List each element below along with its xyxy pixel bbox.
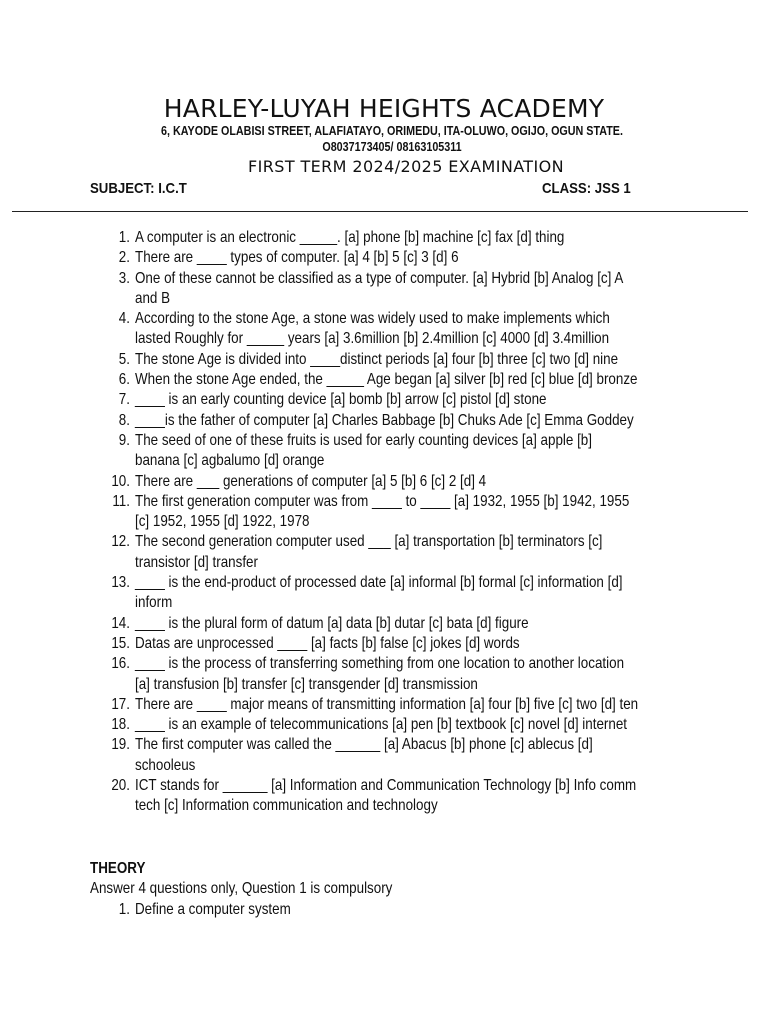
question-item [106, 695, 735, 715]
question-text-line: One of these cannot be classified as a type of computer. [a] Hybrid [b] Analog [c] A [135, 269, 624, 287]
header-divider [12, 211, 748, 212]
question-number: 9. [118, 431, 130, 449]
question-text-line: banana [c] agbalumo [d] orange [135, 452, 325, 470]
question-item [106, 431, 735, 472]
question-text-line: transistor [d] transfer [135, 553, 258, 571]
question-text-line: The first computer was called the ______ [a] Abacus [b] phone [c] ablecus [d] [135, 736, 593, 754]
question-text-line: ICT stands for ______ [a] Information and Communication Technology [b] Info comm [135, 777, 637, 795]
school-phone: O8037173405/ 08163105311 [322, 140, 462, 154]
question-text-line: There are ____ major means of transmitting information [a] four [b] five [c] two [d] ten [135, 695, 639, 713]
school-name: HARLEY-LUYAH HEIGHTS ACADEMY [163, 94, 605, 123]
school-address: 6, KAYODE OLABISI STREET, ALAFIATAYO, ORIMEDU, ITA-OLUWO, OGIJO, OGUN STATE. [161, 124, 623, 138]
question-item [106, 492, 735, 533]
question-item [106, 228, 735, 248]
question-number: 5. [118, 350, 130, 368]
question-number: 8. [118, 411, 130, 429]
theory-heading: THEORY [90, 860, 146, 877]
question-number: 17. [111, 695, 130, 713]
question-number: 11. [112, 492, 130, 510]
question-number: 15. [111, 634, 130, 652]
question-text-line: There are ___ generations of computer [a] 5 [b] 6 [c] 2 [d] 4 [135, 472, 487, 490]
question-text-line: [a] transfusion [b] transfer [c] transgender [d] transmission [135, 675, 478, 693]
question-text-line: schooleus [135, 756, 196, 774]
exam-title: FIRST TERM 2024/2025 EXAMINATION [248, 157, 564, 176]
question-number: 19. [111, 736, 130, 754]
question-item [106, 634, 735, 654]
question-item [106, 654, 735, 695]
question-text-line: The first generation computer was from ____ to ____ [a] 1932, 1955 [b] 1942, 1955 [135, 492, 630, 510]
question-text-line: ____ is the process of transferring something from one location to another location [135, 655, 625, 673]
question-item [106, 776, 735, 817]
question-item [106, 532, 735, 573]
question-item [106, 900, 735, 920]
objective-question-list [106, 228, 706, 817]
theory-instruction: Answer 4 questions only, Question 1 is compulsory [90, 880, 393, 897]
question-number: 1. [118, 229, 130, 246]
question-text-line: According to the stone Age, a stone was widely used to make implements which [135, 310, 610, 328]
question-item [106, 370, 735, 390]
theory-question-list [106, 900, 706, 920]
question-text-line: There are ____ types of computer. [a] 4 [b] 5 [c] 3 [d] 6 [135, 249, 459, 267]
question-text-line: A computer is an electronic _____. [a] phone [b] machine [c] fax [d] thing [135, 229, 565, 246]
question-number: 14. [111, 614, 130, 632]
question-item [106, 350, 735, 370]
question-text-line: The second generation computer used ___ [a] transportation [b] terminators [c] [135, 533, 603, 551]
question-text-line: ____ is the end-product of processed date [a] informal [b] formal [c] information [d] [135, 574, 623, 592]
question-number: 12. [111, 533, 130, 551]
question-number: 1. [118, 901, 130, 918]
question-text-line: ____ is an early counting device [a] bomb [b] arrow [c] pistol [d] stone [135, 391, 547, 409]
question-text-line: The seed of one of these fruits is used for early counting devices [a] apple [b] [135, 431, 592, 449]
question-item [106, 573, 735, 614]
question-number: 3. [118, 269, 130, 287]
question-item [106, 411, 735, 431]
question-text-line: ____ is an example of telecommunications [a] pen [b] textbook [c] novel [d] internet [135, 716, 628, 734]
question-text-line: Datas are unprocessed ____ [a] facts [b] false [c] jokes [d] words [135, 634, 520, 652]
question-number: 7. [118, 391, 130, 409]
question-text-line: ____is the father of computer [a] Charles Babbage [b] Chuks Ade [c] Emma Goddey [135, 411, 634, 429]
question-text-line: When the stone Age ended, the _____ Age began [a] silver [b] red [c] blue [d] bronze [135, 371, 638, 389]
question-item [106, 248, 735, 268]
question-text-line: tech [c] Information communication and technology [135, 797, 438, 815]
question-number: 6. [118, 371, 130, 389]
question-number: 16. [111, 655, 130, 673]
question-text-line: Define a computer system [135, 901, 291, 918]
question-item [106, 472, 735, 492]
question-item [106, 390, 735, 410]
question-number: 10. [111, 472, 130, 490]
question-item [106, 715, 735, 735]
class-label: CLASS: JSS 1 [542, 180, 631, 197]
question-item [106, 614, 735, 634]
question-number: 13. [111, 574, 130, 592]
question-item [106, 269, 735, 310]
question-number: 4. [118, 310, 130, 328]
question-number: 20. [111, 777, 130, 795]
question-item [106, 309, 735, 350]
question-number: 18. [111, 716, 130, 734]
question-text-line: and B [135, 289, 171, 307]
question-number: 2. [118, 249, 130, 267]
question-text-line: The stone Age is divided into ____distinct periods [a] four [b] three [c] two [d] nine [135, 350, 619, 368]
question-item [106, 735, 735, 776]
subject-label: SUBJECT: I.C.T [90, 180, 187, 197]
question-text-line: [c] 1952, 1955 [d] 1922, 1978 [135, 513, 310, 531]
question-text-line: lasted Roughly for _____ years [a] 3.6million [b] 2.4million [c] 4000 [d] 3.4million [135, 330, 610, 348]
question-text-line: ____ is the plural form of datum [a] data [b] dutar [c] bata [d] figure [135, 614, 529, 632]
question-text-line: inform [135, 594, 173, 612]
